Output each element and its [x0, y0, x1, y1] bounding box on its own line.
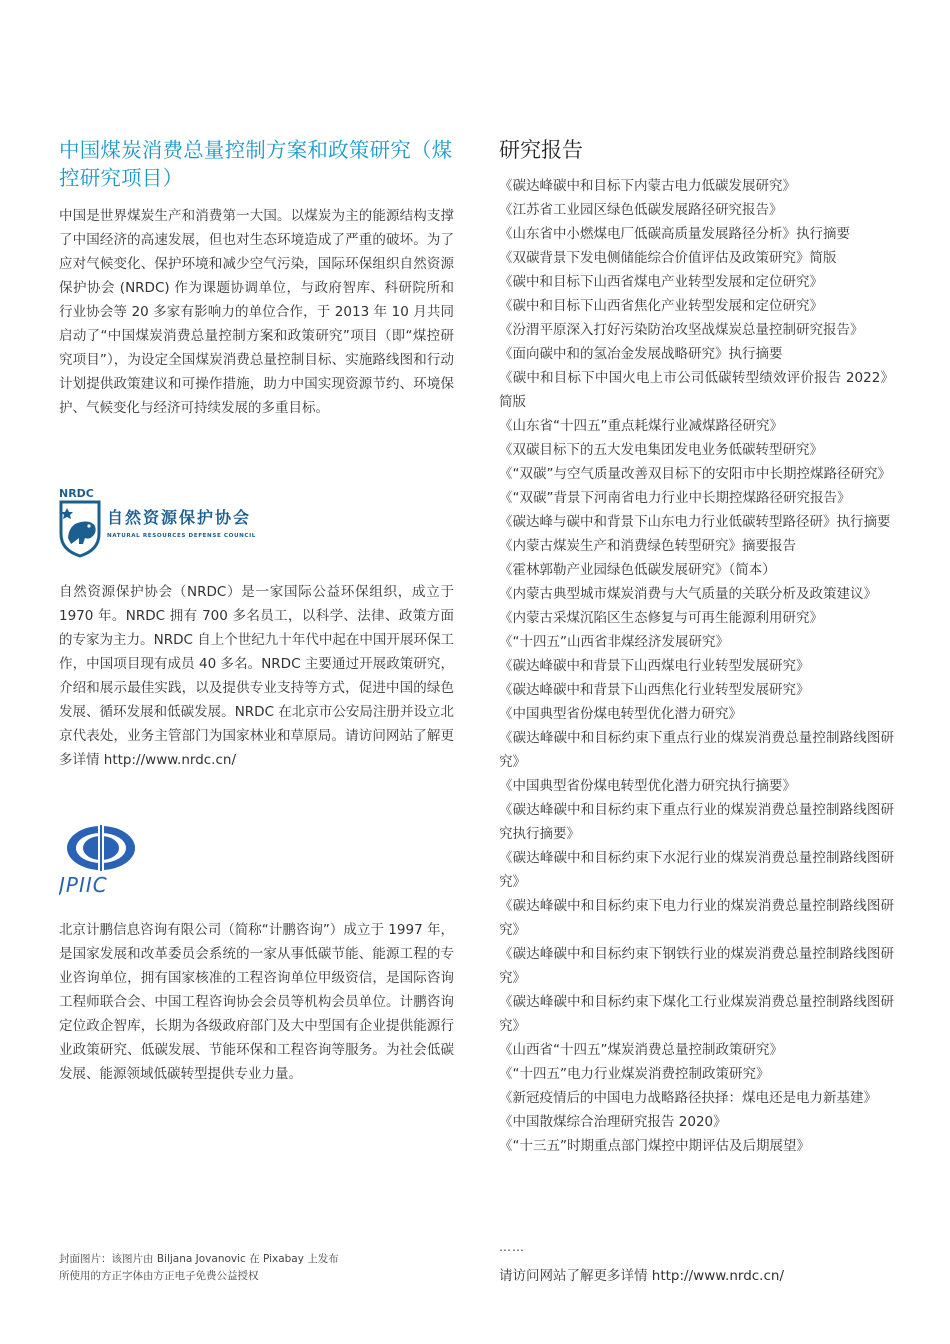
report-item: 《“双碳”背景下河南省电力行业中长期控煤路径研究报告》 [499, 490, 851, 506]
report-item: 《中国散煤综合治理研究报告 2020》 [499, 1114, 727, 1130]
report-item: 《碳达峰碳中和目标约束下钢铁行业的煤炭消费总量控制路线图研究》 [499, 946, 894, 986]
report-item: 《碳达峰碳中和背景下山西焦化行业转型发展研究》 [499, 682, 810, 698]
nrdc-logo [59, 486, 299, 558]
report-item: 《碳达峰碳中和目标约束下电力行业的煤炭消费总量控制路线图研究》 [499, 898, 894, 938]
cover-credit [59, 1251, 339, 1285]
jpiic-description: 北京计鹏信息咨询有限公司（简称“计鹏咨询”）成立于 1997 年，是国家发展和改革委员会系统的一家从事低碳节能、能源工程的专业咨询单位，拥有国家核准的工程咨询单位甲级资信，是国际咨询工程师联合会、中国工程咨询协会会员等机构会员单位。计鹏咨询定位政企智库，长期为各级政府部门及大中型国有企业提供能源行业政策研究、低碳发展、节能环保和工程咨询等服务。为社会低碳发展、能源领域低碳转型提供专业力量。 [59, 922, 454, 1082]
project-intro: 中国是世界煤炭生产和消费第一大国。以煤炭为主的能源结构支撑了中国经济的高速发展，但也对生态环境造成了严重的破坏。为了应对气候变化、保护环境和减少空气污染，国际环保组织自然资源保护协会 (NRDC) 作为课题协调单位，与政府智库、科研院所和行业协会等 20 多家有影响力的单位合作，于 2013 年 10 月共同启动了“中国煤炭消费总量控制方案和政策研究”项目（即“煤控研究项目”），为设定全国煤炭消费总量控制目标、实施路线图和行动计划提供政策建议和可操作措施，助力中国实现资源节约、环境保护、气候变化与经济可持续发展的多重目标。 [59, 208, 454, 416]
footer-line-1: 封面图片：该图片由 Biljana Jovanovic 在 Pixabay 上发布 [59, 1253, 339, 1265]
report-item: 《中国典型省份煤电转型优化潜力研究》 [499, 706, 742, 722]
report-item: 《碳达峰碳中和目标约束下重点行业的煤炭消费总量控制路线图研究执行摘要》 [499, 802, 894, 842]
report-item: 《汾渭平原深入打好污染防治攻坚战煤炭总量控制研究报告》 [499, 322, 864, 338]
reports-title: 研究报告 [499, 138, 583, 162]
report-item: 《山东省中小燃煤电厂低碳高质量发展路径分析》执行摘要 [499, 226, 850, 242]
more-ellipsis: …… [499, 1240, 525, 1254]
report-item: 《山西省“十四五”煤炭消费总量控制政策研究》 [499, 1042, 783, 1058]
report-item: 《内蒙古采煤沉陷区生态修复与可再生能源利用研究》 [499, 610, 823, 626]
report-item: 《江苏省工业园区绿色低碳发展路径研究报告》 [499, 202, 783, 218]
report-item: 《碳达峰碳中和目标下内蒙古电力低碳发展研究》 [499, 178, 796, 194]
report-item: 《“十四五”电力行业煤炭消费控制政策研究》 [499, 1066, 770, 1082]
report-item: 《碳中和目标下山西省焦化产业转型发展和定位研究》 [499, 298, 823, 314]
report-item: 《碳达峰碳中和背景下山西煤电行业转型发展研究》 [499, 658, 810, 674]
globe-icon [67, 822, 135, 874]
report-item: 《双碳目标下的五大发电集团发电业务低碳转型研究》 [499, 442, 823, 458]
report-item: 《碳中和目标下中国火电上市公司低碳转型绩效评价报告 2022》简版 [499, 370, 894, 410]
report-item: 《面向碳中和的氢冶金发展战略研究》执行摘要 [499, 346, 783, 362]
report-item: 《碳达峰碳中和目标约束下水泥行业的煤炭消费总量控制路线图研究》 [499, 850, 894, 890]
report-item: 《碳达峰碳中和目标约束下煤化工行业煤炭消费总量控制路线图研究》 [499, 994, 894, 1034]
report-item: 《“十四五”山西省非煤经济发展研究》 [499, 634, 729, 650]
report-list [499, 174, 894, 1158]
report-item: 《山东省“十四五”重点耗煤行业减煤路径研究》 [499, 418, 783, 434]
report-item: 《碳达峰碳中和目标约束下重点行业的煤炭消费总量控制路线图研究》 [499, 730, 894, 770]
report-item: 《双碳背景下发电侧储能综合价值评估及政策研究》简版 [499, 250, 837, 266]
report-item: 《中国典型省份煤电转型优化潜力研究执行摘要》 [499, 778, 796, 794]
report-item: 《霍林郭勒产业园绿色低碳发展研究》（简本） [499, 562, 776, 578]
report-item: 《碳达峰与碳中和背景下山东电力行业低碳转型路径研》执行摘要 [499, 514, 891, 530]
report-item: 《碳中和目标下山西省煤电产业转型发展和定位研究》 [499, 274, 823, 290]
left-column [59, 136, 454, 420]
footer-line-2: 所使用的方正字体由方正电子免费公益授权 [59, 1270, 259, 1282]
polar-bear-icon [59, 486, 299, 558]
nrdc-cn-name: 自然资源保护协会 [107, 508, 252, 527]
right-column [499, 136, 894, 1158]
website-link-text[interactable]: 请访问网站了解更多详情 http://www.nrdc.cn/ [499, 1268, 785, 1284]
nrdc-abbr: NRDC [59, 487, 94, 500]
report-item: 《“双碳”与空气质量改善双目标下的安阳市中长期控煤路径研究》 [499, 466, 891, 482]
nrdc-en-name: NATURAL RESOURCES DEFENSE COUNCIL [107, 533, 256, 539]
report-item: 《内蒙古典型城市煤炭消费与大气质量的关联分析及政策建议》 [499, 586, 877, 602]
report-item: 《内蒙古煤炭生产和消费绿色转型研究》摘要报告 [499, 538, 796, 554]
project-title: 中国煤炭消费总量控制方案和政策研究（煤控研究项目） [59, 138, 453, 190]
report-item: 《“十三五”时期重点部门煤控中期评估及后期展望》 [499, 1138, 810, 1154]
report-item: 《新冠疫情后的中国电力战略路径抉择：煤电还是电力新基建》 [499, 1090, 877, 1106]
jpiic-text: JPIIC [59, 873, 108, 896]
nrdc-description: 自然资源保护协会（NRDC）是一家国际公益环保组织，成立于 1970 年。NRDC 拥有 700 多名员工，以科学、法律、政策方面的专家为主力。NRDC 自上个世纪九十年代中起在中国开展环保工作，中国项目现有成员 40 多名。NRDC 主要通过开展政策研究，介绍和展示最佳实践，以及提供专业支持等方式，促进中国的绿色发展、循环发展和低碳发展。NRDC 在北京市公安局注册并设立北京代表处，业务主管部门为国家林业和草原局。请访问网站了解更多详情 http://www.nrdc.cn/ [59, 584, 454, 768]
jpiic-logo [59, 822, 149, 896]
